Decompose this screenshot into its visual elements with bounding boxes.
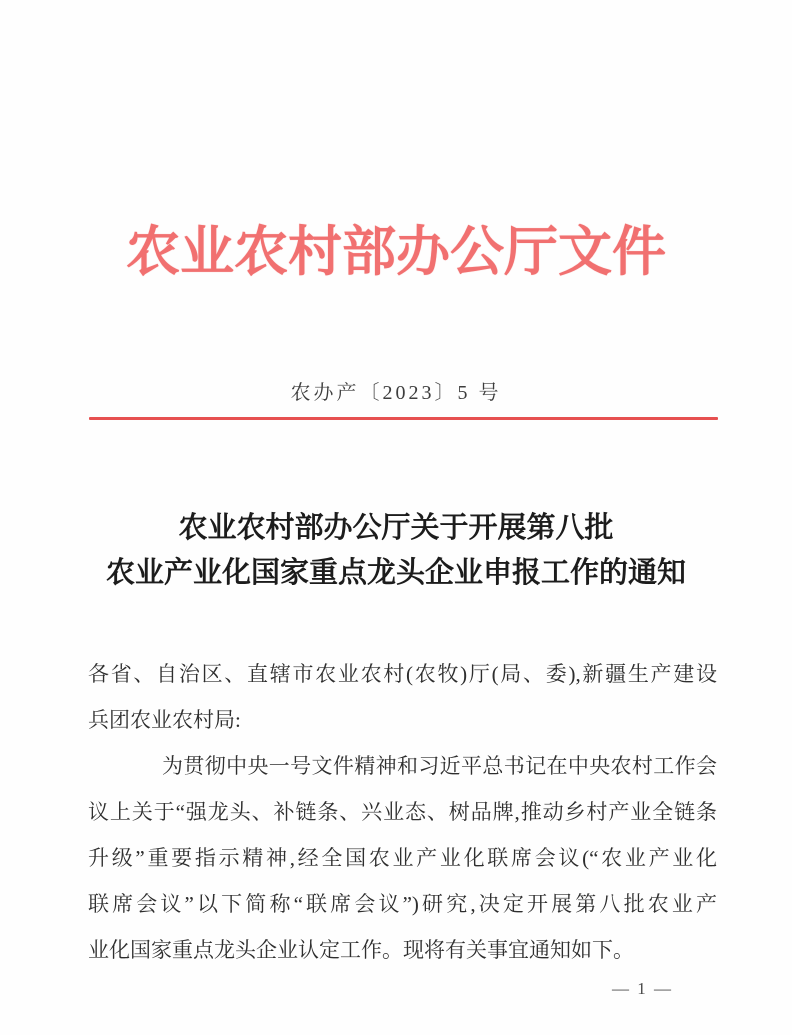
letterhead-title: 农业农村部办公厅文件 — [126, 222, 666, 282]
paragraph-line-3: 升级”重要指示精神,经全国农业产业化联席会议(“农业产业化 — [88, 846, 717, 870]
document-number: 农办产〔2023〕5 号 — [290, 382, 502, 404]
notice-title-line-2: 农业产业化国家重点龙头企业申报工作的通知 — [105, 557, 686, 589]
body-text-block — [88, 651, 717, 973]
notice-title — [0, 506, 792, 596]
page-number: — 1 — — [612, 979, 673, 998]
notice-title-line-1: 农业农村部办公厅关于开展第八批 — [178, 512, 614, 544]
addressee-line-1: 各省、自治区、直辖市农业农村(农牧)厅(局、委),新疆生产建设 — [88, 662, 717, 686]
paragraph-line-1: 为贯彻中央一号文件精神和习近平总书记在中央农村工作会 — [162, 754, 717, 778]
addressee-line-2: 兵团农业农村局: — [88, 708, 241, 732]
paragraph-line-5: 业化国家重点龙头企业认定工作。现将有关事宜通知如下。 — [88, 938, 634, 962]
letterhead-divider-rule — [89, 417, 718, 420]
paragraph-line-4: 联席会议”以下简称“联席会议”)研究,决定开展第八批农业产 — [88, 892, 717, 916]
paragraph-line-2: 议上关于“强龙头、补链条、兴业态、树品牌,推动乡村产业全链条 — [88, 800, 717, 824]
